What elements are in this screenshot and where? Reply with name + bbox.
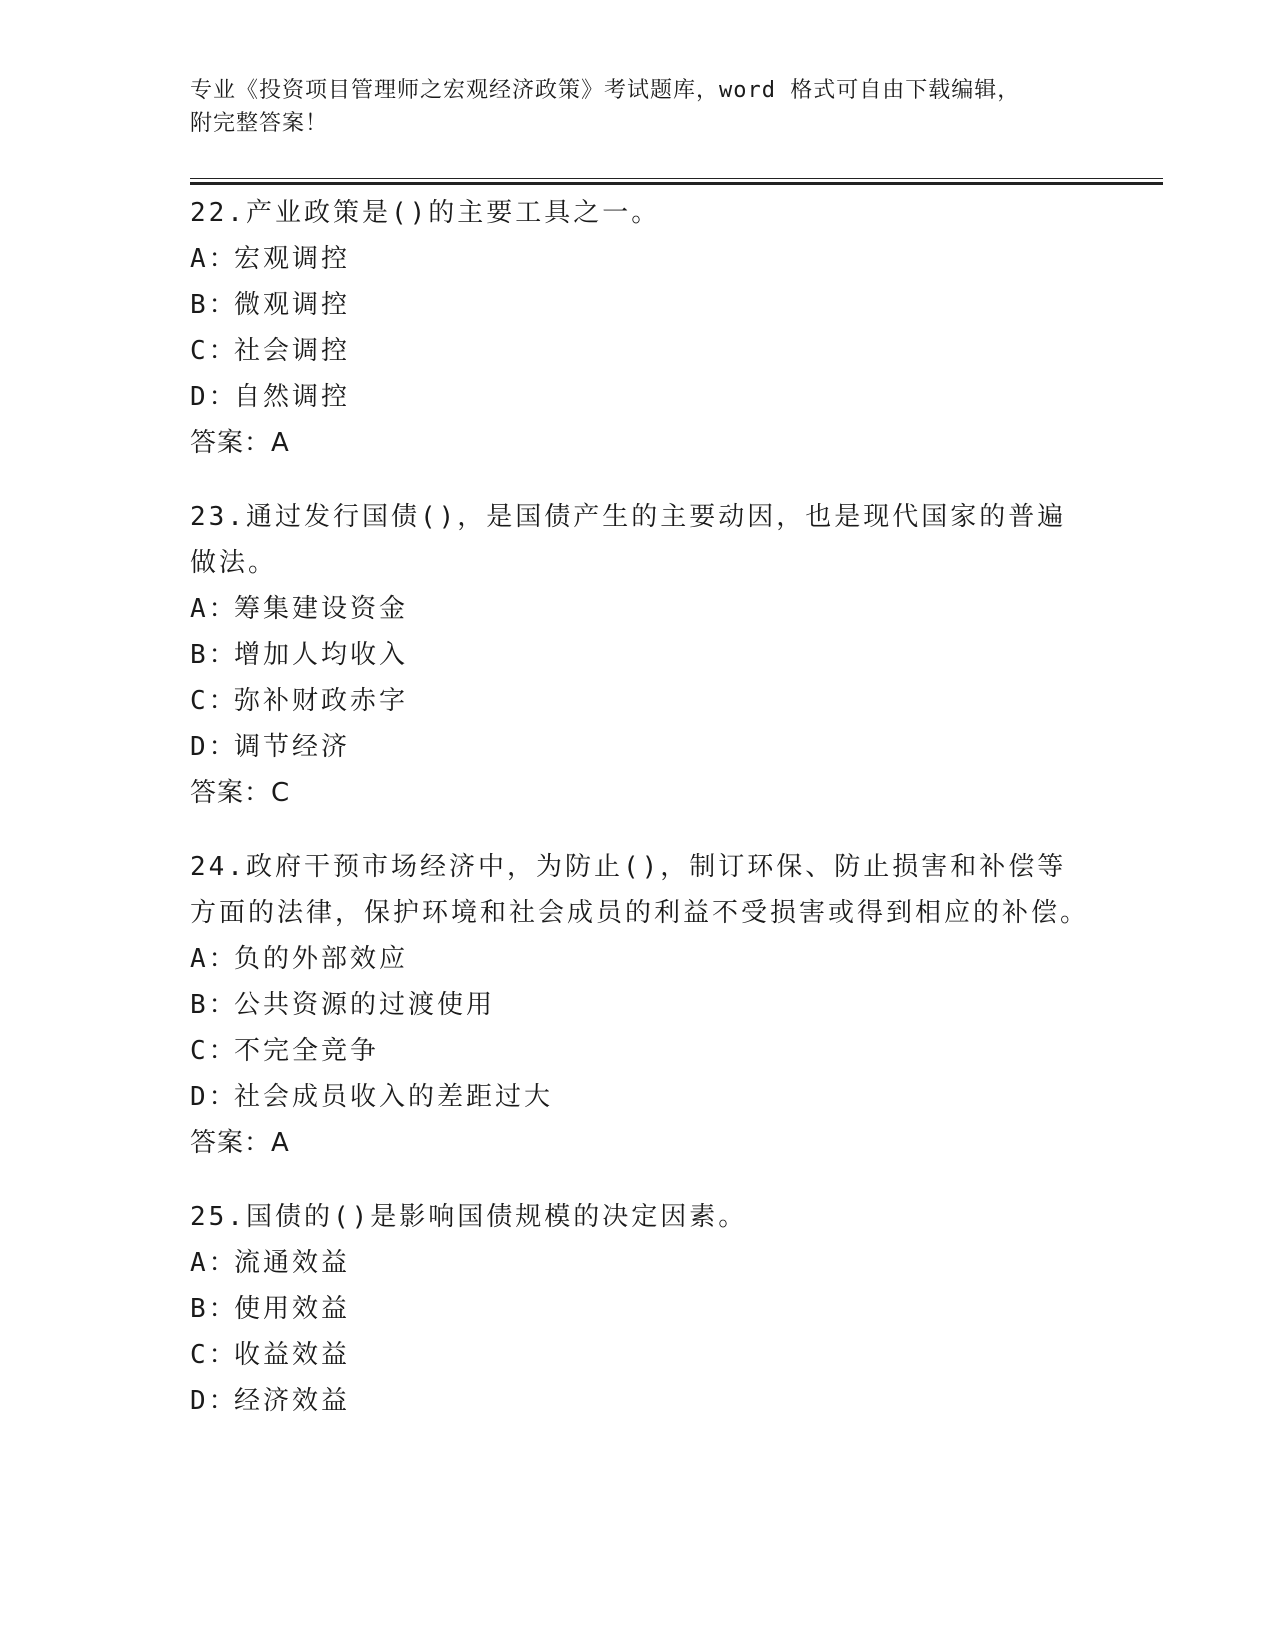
option-letter: D：	[190, 1386, 238, 1416]
option-d	[190, 1378, 1090, 1424]
option-a	[190, 1240, 1090, 1286]
question-22	[190, 190, 1090, 466]
option-letter: C：	[190, 1036, 238, 1066]
answer-line: 答案：C	[190, 778, 291, 808]
option-d	[190, 374, 1090, 420]
header-divider-thin	[190, 178, 1163, 179]
option-letter: C：	[190, 336, 238, 366]
answer-line: 答案：A	[190, 1128, 290, 1158]
option-letter: C：	[190, 686, 238, 716]
option-c	[190, 678, 1090, 724]
option-text: 微观调控	[234, 290, 351, 320]
option-letter: A：	[190, 944, 238, 974]
header-divider-thick	[190, 182, 1163, 185]
option-text: 弥补财政赤字	[234, 686, 409, 716]
question-list	[190, 190, 1090, 1452]
option-c	[190, 328, 1090, 374]
option-text: 宏观调控	[234, 244, 351, 274]
option-a	[190, 236, 1090, 282]
option-text: 公共资源的过渡使用	[234, 990, 496, 1020]
option-b	[190, 1286, 1090, 1332]
question-text: 23.通过发行国债()，是国债产生的主要动因，也是现代国家的普遍做法。	[190, 502, 1067, 578]
document-header	[190, 74, 1090, 140]
option-text: 流通效益	[234, 1248, 351, 1278]
option-a	[190, 936, 1090, 982]
option-d	[190, 724, 1090, 770]
option-a	[190, 586, 1090, 632]
option-text: 增加人均收入	[234, 640, 409, 670]
question-text: 24.政府干预市场经济中，为防止()，制订环保、防止损害和补偿等方面的法律，保护环境和社会成员的利益不受损害或得到相应的补偿。	[190, 852, 1090, 928]
option-letter: D：	[190, 732, 238, 762]
option-c	[190, 1028, 1090, 1074]
question-24	[190, 844, 1090, 1166]
header-intro-line-1: 专业《投资项目管理师之宏观经济政策》考试题库，word 格式可自由下载编辑，	[190, 78, 1021, 103]
option-letter: A：	[190, 594, 238, 624]
header-intro-line-2: 附完整答案！	[190, 111, 329, 136]
answer-line: 答案：A	[190, 428, 290, 458]
option-text: 社会成员收入的差距过大	[234, 1082, 554, 1112]
question-text: 22.产业政策是()的主要工具之一。	[190, 198, 661, 228]
option-b	[190, 982, 1090, 1028]
option-c	[190, 1332, 1090, 1378]
option-text: 使用效益	[234, 1294, 351, 1324]
option-text: 不完全竞争	[234, 1036, 380, 1066]
option-letter: B：	[190, 1294, 238, 1324]
option-text: 调节经济	[234, 732, 351, 762]
option-letter: B：	[190, 290, 238, 320]
option-letter: A：	[190, 1248, 238, 1278]
option-letter: C：	[190, 1340, 238, 1370]
option-text: 筹集建设资金	[234, 594, 409, 624]
question-text: 25.国债的()是影响国债规模的决定因素。	[190, 1202, 748, 1232]
option-letter: B：	[190, 990, 238, 1020]
option-letter: D：	[190, 382, 238, 412]
option-text: 收益效益	[234, 1340, 351, 1370]
option-letter: B：	[190, 640, 238, 670]
option-b	[190, 282, 1090, 328]
option-d	[190, 1074, 1090, 1120]
question-23	[190, 494, 1090, 816]
option-text: 经济效益	[234, 1386, 351, 1416]
option-letter: D：	[190, 1082, 238, 1112]
option-b	[190, 632, 1090, 678]
option-text: 社会调控	[234, 336, 351, 366]
question-25	[190, 1194, 1090, 1424]
option-text: 自然调控	[234, 382, 351, 412]
option-letter: A：	[190, 244, 238, 274]
option-text: 负的外部效应	[234, 944, 409, 974]
